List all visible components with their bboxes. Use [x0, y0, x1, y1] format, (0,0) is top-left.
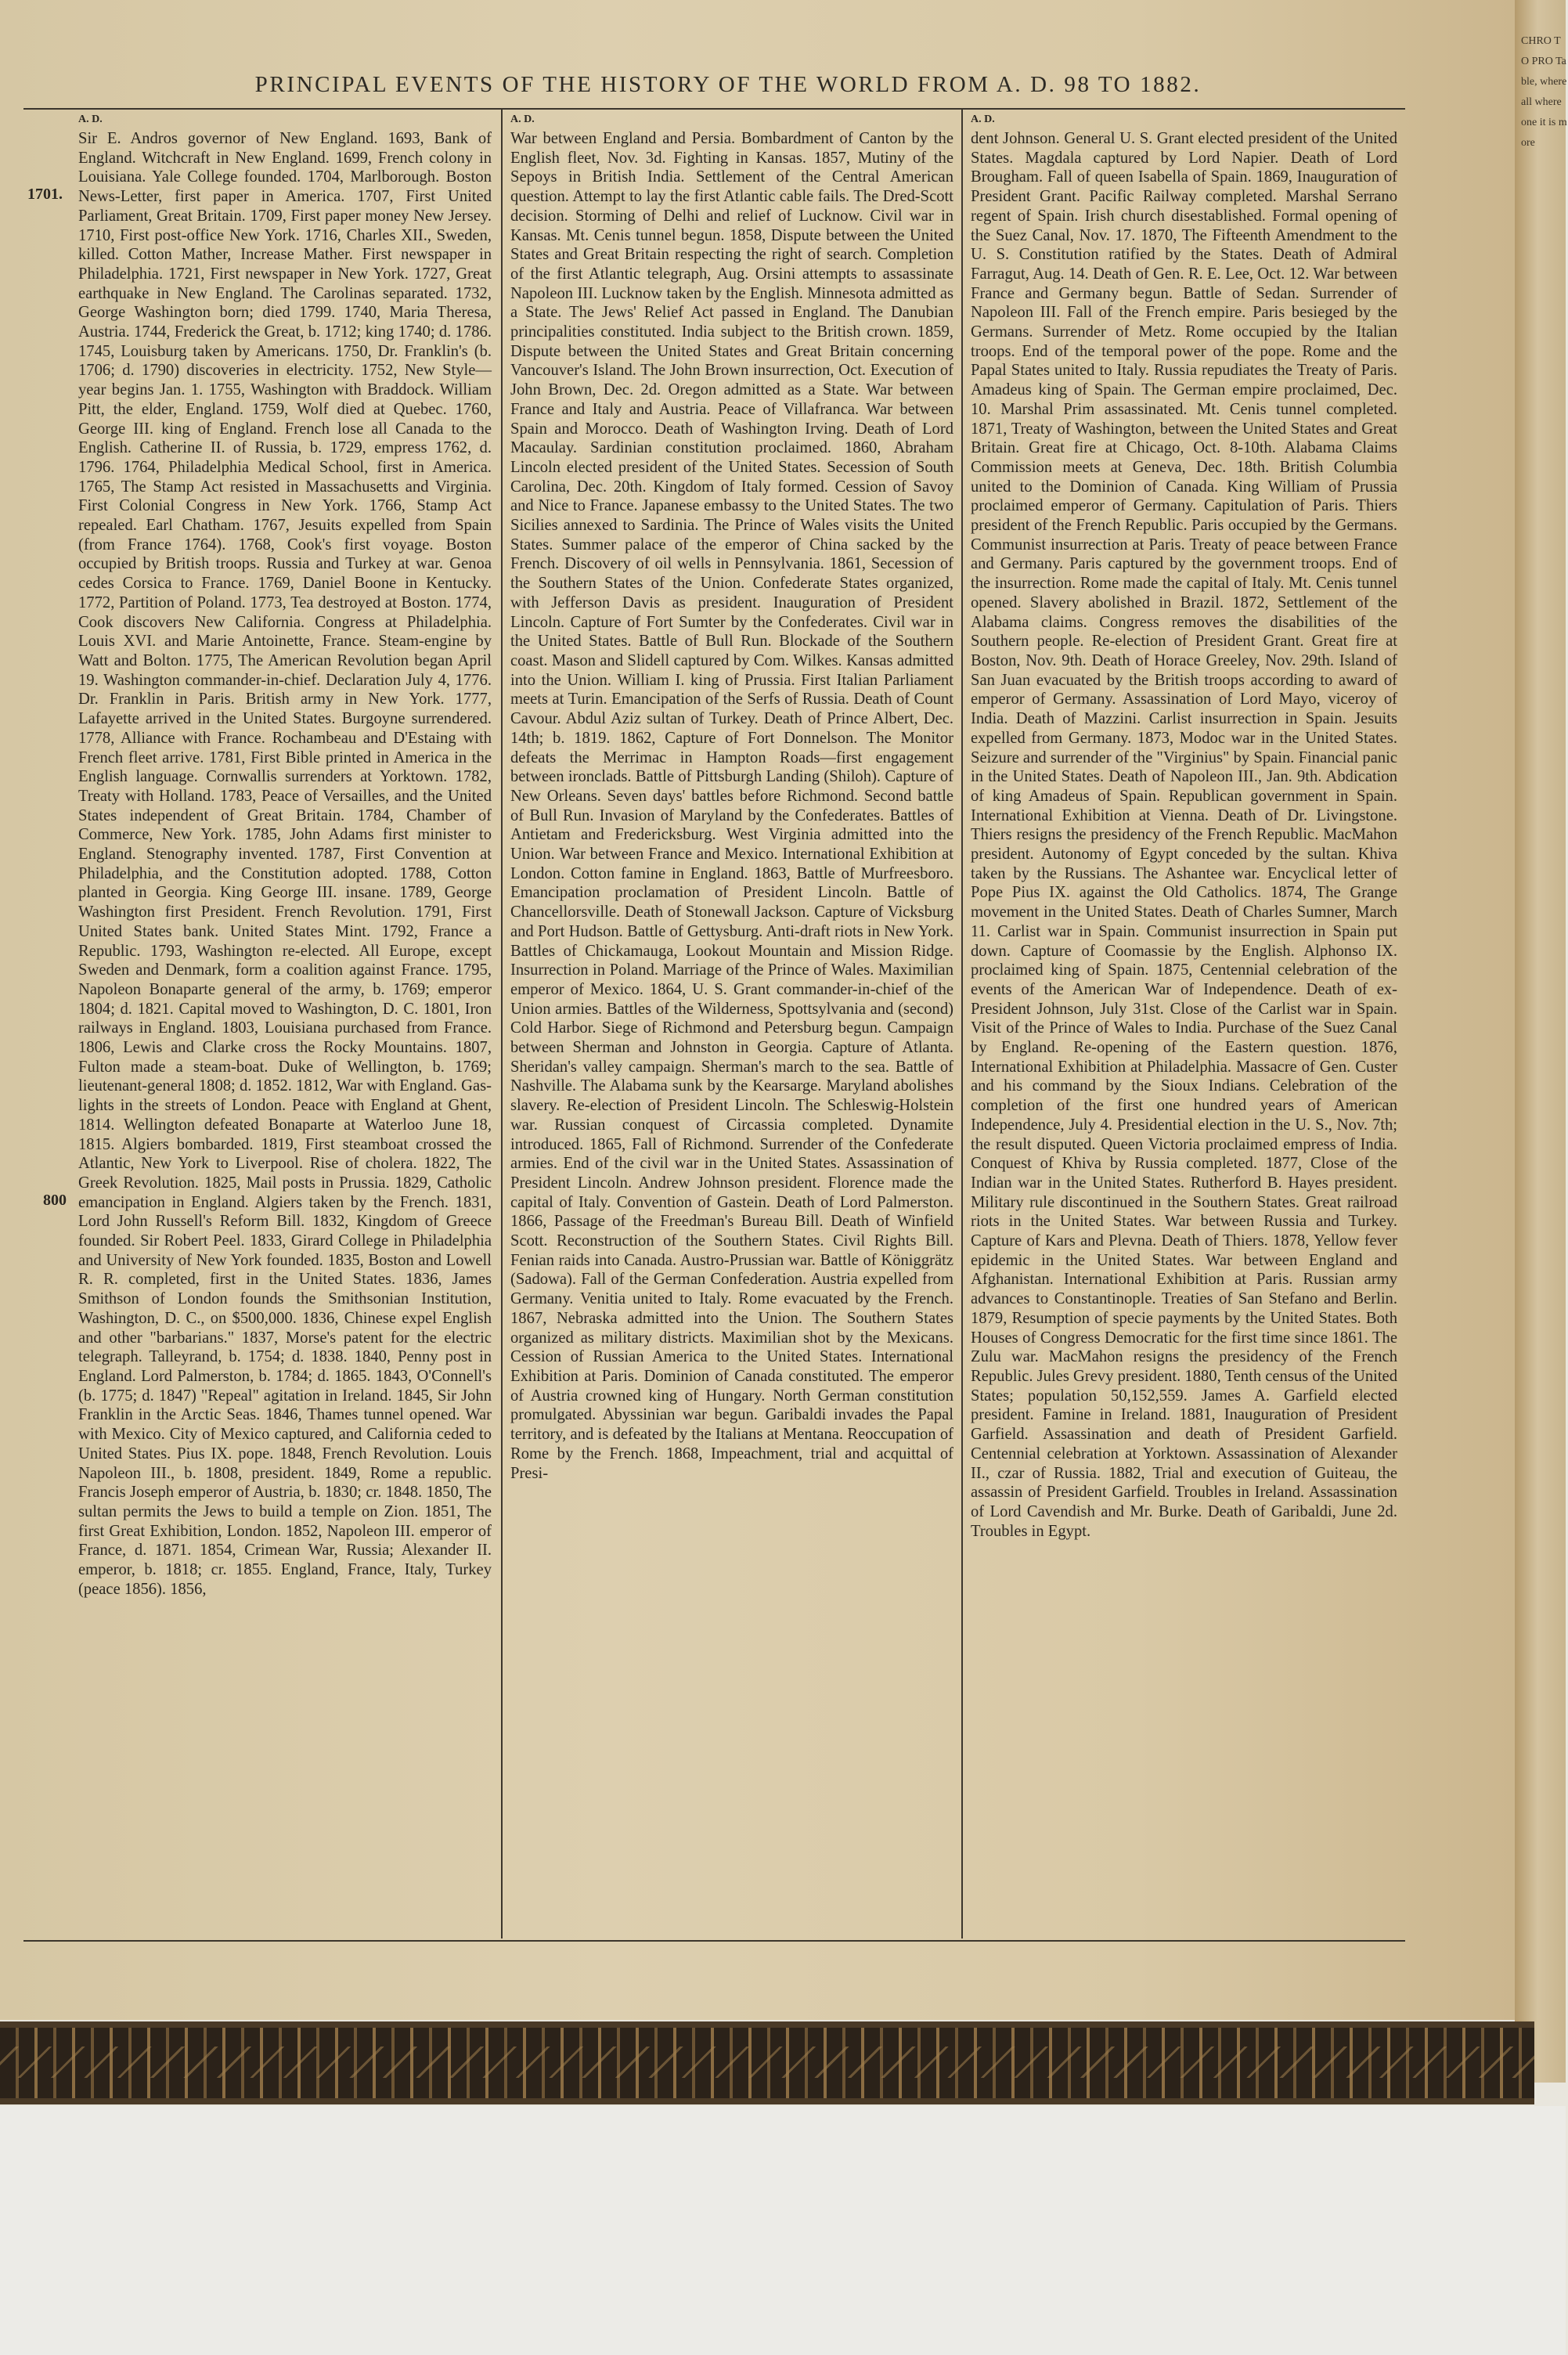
bottom-rule	[23, 1940, 1405, 1942]
text-column-3	[971, 114, 1402, 1938]
adjacent-page-text: CHRO TO PRO Table, where all where one it is more	[1521, 35, 1567, 149]
decorative-book-border	[0, 2021, 1534, 2104]
adjacent-page-edge	[1515, 0, 1566, 2083]
column-text: Sir E. Andros governor of New England. 1693, Bank of England. Witchcraft in New England. 1699, French colony in Louisiana. Yale College founded. 1704, Marlborough. Boston News-Letter, first paper in America. 1707, First United Parliament, Great Britain. 1709, First paper money New Jersey. 1710, First post-office New York. 1716, Charles XII., Sweden, killed. Cotton Mather, Increase Mather. First newspaper in Philadelphia. 1721, First newspaper in New York. 1727, Great earthquake in New England. The Carolinas separated. 1732, George Washington born; died 1799. 1740, Maria Theresa, Austria. 1744, Frederick the Great, b. 1712; king 1740; d. 1786. 1745, Louisburg taken by Americans. 1750, Dr. Franklin's (b. 1706; d. 1790) discoveries in electricity. 1752, New Style—year begins Jan. 1. 1755, Washington with Braddock. William Pitt, the elder, England. 1759, Wolf died at Quebec. 1760, George III. king of England. French lose all Canada to the English. Catherine II. of Russia, b. 1729, empress 1762, d. 1796. 1764, Philadelphia Medical School, first in America. 1765, The Stamp Act resisted in Massachusetts and Virginia. First Colonial Congress in New York. 1766, Stamp Act repealed. Earl Chatham. 1767, Jesuits expelled from Spain (from France 1764). 1768, Cook's first voyage. Boston occupied by British troops. Russia and Turkey at war. Genoa cedes Corsica to France. 1769, Daniel Boone in Kentucky. 1772, Partition of Poland. 1773, Tea destroyed at Boston. 1774, Cook discovers New California. Congress at Philadelphia. Louis XVI. and Marie Antoinette, France. Steam-engine by Watt and Bolton. 1775, The American Revolution began April 19. Washington commander-in-chief. Declaration July 4, 1776. Dr. Franklin in Paris. British army in New York. 1777, Lafayette arrived in the United States. Burgoyne surrendered. 1778, Alliance with France. Rochambeau and D'Estaing with French fleet arrive. 1781, First Bible printed in America in the English language. Cornwallis surrenders at Yorktown. 1782, Treaty with Holland. 1783, Peace of Versailles, and the United States independent of Great Britain. 1784, Chamber of Commerce, New York. 1785, John Adams first minister to England. Stenography invented. 1787, First Convention at Philadelphia, and the Constitution adopted. 1788, Cotton planted in Georgia. King George III. insane. 1789, George Washington first President. French Revolution. 1791, First United States bank. United States Mint. 1792, France a Republic. 1793, Washington re-elected. All Europe, except Sweden and Denmark, form a coalition against France. 1795, Napoleon Bonaparte general of the army, b. 1769; emperor 1804; d. 1821. Capital moved to Washington, D. C. 1801, Iron railways in England. 1803, Louisiana purchased from France. 1806, Lewis and Clarke cross the Rocky Mountains. 1807, Fulton made a steam-boat. Duke of Wellington, b. 1769; lieutenant-general 1808; d. 1852. 1812, War with England. Gas-lights in the streets of London. Peace with England at Ghent, 1814. Wellington defeated Bonaparte at Waterloo June 18, 1815. Algiers bombarded. 1819, First steamboat crossed the Atlantic, New York to Liverpool. Rise of cholera. 1822, The Greek Revolution. 1825, Mail posts in Prussia. 1829, Catholic emancipation in England. Algiers taken by the French. 1831, Lord John Russell's Reform Bill. 1832, Kingdom of Greece founded. Sir Robert Peel. 1833, Girard College in Philadelphia and University of New York founded. 1835, Boston and Lowell R. R. completed, first in the United States. 1836, James Smithson of London founds the Smithsonian Institution, Washington, D. C., on $500,000. 1836, Chinese expel English and other "barbarians." 1837, Morse's patent for the electric telegraph. Talleyrand, b. 1754; d. 1838. 1840, Penny post in England. Lord Palmerston, b. 1784; d. 1865. 1843, O'Connell's (b. 1775; d. 1847) "Repeal" agitation in Ireland. 1845, Sir John Franklin in the Arctic Seas. 1846, Thames tunnel opened. War with Mexico. City of Mexico captured, and California ceded to United States. Pius IX. pope. 1848, French Revolution. Louis Napoleon III., b. 1808, president. 1849, Rome a republic. Francis Joseph emperor of Austria, b. 1830; cr. 1848. 1850, The sultan permits the Jews to build a temple on Zion. 1851, The first Great Exhibition, London. 1852, Napoleon III. emperor of France, d. 1871. 1854, Crimean War, Russia; Alexander II. emperor, b. 1818; cr. 1855. England, France, Italy, Turkey (peace 1856). 1856,	[78, 130, 496, 1598]
text-column-2	[510, 114, 958, 1938]
table-surface	[0, 2106, 1566, 2355]
column-divider-1	[501, 110, 503, 1938]
page-title: PRINCIPAL EVENTS OF THE HISTORY OF THE WORLD FROM A. D. 98 TO 1882.	[254, 72, 1202, 97]
column-text: dent Johnson. General U. S. Grant elected president of the United States. Magdala captured by Lord Napier. Death of Lord Brougham. Fall of queen Isabella of Spain. 1869, Inauguration of President Grant. Pacific Railway completed. Marshal Serrano regent of Spain. Irish church disestablished. Formal opening of the Suez Canal, Nov. 17. 1870, The Fifteenth Amendment to the U. S. Constitution ratified by the States. Death of Admiral Farragut, Aug. 14. Death of Gen. R. E. Lee, Oct. 12. War between France and Germany begun. Battle of Sedan. Surrender of Napoleon III. Fall of the French empire. Paris besieged by the Germans. Surrender of Metz. Rome occupied by the Italian troops. End of the temporal power of the pope. Rome and the Papal States united to Italy. Russia repudiates the Treaty of Paris. Amadeus king of Spain. The German empire proclaimed, Dec. 10. Marshal Prim assassinated. Mt. Cenis tunnel completed. 1871, Treaty of Washington, between the United States and Great Britain. Great fire at Chicago, Oct. 8-10th. Alabama Claims Commission meets at Geneva, Dec. 18th. British Columbia united to the Dominion of Canada. King William of Prussia proclaimed emperor of Germany. Capitulation of Paris. Thiers president of the French Republic. Paris occupied by the Germans. Communist insurrection at Paris. Treaty of peace between France and Germany. Paris captured by the government troops. End of the insurrection. Rome made the capital of Italy. Mt. Cenis tunnel opened. Slavery abolished in Brazil. 1872, Settlement of the Alabama claims. Congress removes the disabilities of the Southern people. Re-election of President Grant. Great fire at Boston, Nov. 9th. Death of Horace Greeley, Nov. 29th. Island of San Juan evacuated by the British troops according to award of emperor of Germany. Assassination of Lord Mayo, viceroy of India. Death of Mazzini. Carlist insurrection in Spain. Jesuits expelled from Germany. 1873, Modoc war in the United States. Seizure and surrender of the "Virginius" by Spain. Financial panic in the United States. Death of Napoleon III., Jan. 9th. Abdication of king Amadeus of Spain. Republican government in Spain. International Exhibition at Vienna. Death of Dr. Livingstone. Thiers resigns the presidency of the French Republic. MacMahon president. Autonomy of Egypt conceded by the sultan. Khiva taken by the Russians. The Ashantee war. Encyclical letter of Pope Pius IX. against the Old Catholics. 1874, The Grange movement in the United States. Death of Charles Sumner, March 11. Carlist war in Spain. Communist insurrection in Spain put down. Capture of Coomassie by the English. Alphonso IX. proclaimed king of Spain. 1875, Centennial celebration of the events of the American War of Independence. Death of ex-President Johnson, July 31st. Close of the Carlist war in Spain. Visit of the Prince of Wales to India. Purchase of the Suez Canal by England. Re-opening of the Eastern question. 1876, International Exhibition at Philadelphia. Massacre of Gen. Custer and his command by the Sioux Indians. Celebration of the completion of the first one hundred years of American Independence, July 4. Presidential election in the U. S., Nov. 7th; the result disputed. Queen Victoria proclaimed empress of India. Conquest of Khiva by Russia completed. 1877, Close of the Indian war in the United States. Rutherford B. Hayes president. Military rule discontinued in the Southern States. Great railroad riots in the United States. War between Russia and Turkey. Capture of Kars and Plevna. Death of Thiers. 1878, Yellow fever epidemic in the United States. War between England and Afghanistan. International Exhibition at Paris. Russian army advances to Constantinople. Treaties of San Stefano and Berlin. 1879, Resumption of specie payments by the United States. Both Houses of Congress Democratic for the first time since 1861. The Zulu war. MacMahon resigns the presidency of the French Republic. Jules Grevy president. 1880, Tenth census of the United States; population 50,152,559. James A. Garfield elected president. Famine in Ireland. 1881, Inauguration of President Garfield. Assassination and death of President Garfield. Centennial celebration at Yorktown. Assassination of Alexander II., czar of Russia. 1882, Trial and execution of Guiteau, the assassin of President Garfield. Troubles in Ireland. Assassination of Lord Cavendish and Mr. Burke. Death of Garibaldi, June 2d. Troubles in Egypt.	[971, 130, 1402, 1540]
margin-year-1800: 800	[43, 1192, 67, 1209]
margin-year-1701: 1701.	[27, 186, 63, 203]
column-text: War between England and Persia. Bombardment of Canton by the English fleet, Nov. 3d. Fighting in Kansas. 1857, Mutiny of the Sepoys in British India. Settlement of the Central American question. Attempt to lay the first Atlantic cable fails. The Dred-Scott decision. Storming of Delhi and relief of Lucknow. Civil war in Kansas. Mt. Cenis tunnel begun. 1858, Dispute between the United States and Great Britain respecting the right of search. Completion of the first Atlantic telegraph, Aug. Orsini attempts to assassinate Napoleon III. Lucknow taken by the English. Minnesota admitted as a State. The Jews' Relief Act passed in England. The Danubian principalities constituted. India subject to the British crown. 1859, Dispute between the United States and Great Britain concerning Vancouver's Island. The John Brown insurrection, Oct. Execution of John Brown, Dec. 2d. Oregon admitted as a State. War between France and Italy and Austria. Peace of Villafranca. War between Spain and Morocco. Death of Washington Irving. Death of Lord Macaulay. Sardinian constitution proclaimed. 1860, Abraham Lincoln elected president of the United States. Secession of South Carolina, Dec. 20th. Kingdom of Italy formed. Cession of Savoy and Nice to France. Japanese embassy to the United States. The two Sicilies annexed to Sardinia. The Prince of Wales visits the United States. Summer palace of the emperor of China sacked by the French. Discovery of oil wells in Pennsylvania. 1861, Secession of the Southern States of the Union. Confederate States organized, with Jefferson Davis as president. Inauguration of President Lincoln. Capture of Fort Sumter by the Confederates. Civil war in the United States. Battle of Bull Run. Blockade of the Southern coast. Mason and Slidell captured by Com. Wilkes. Kansas admitted into the Union. William I. king of Prussia. First Italian Parliament meets at Turin. Emancipation of the Serfs of Russia. Death of Count Cavour. Abdul Aziz sultan of Turkey. Death of Prince Albert, Dec. 14th; b. 1819. 1862, Capture of Fort Donnelson. The Monitor defeats the Merrimac in Hampton Roads—first engagement between ironclads. Battle of Pittsburgh Landing (Shiloh). Capture of New Orleans. Seven days' battles before Richmond. Second battle of Bull Run. Invasion of Maryland by the Confederates. Battles of Antietam and Fredericksburg. West Virginia admitted into the Union. War between France and Mexico. International Exhibition at London. Cotton famine in England. 1863, Battle of Murfreesboro. Emancipation proclamation of President Lincoln. Battle of Chancellorsville. Death of Stonewall Jackson. Capture of Vicksburg and Port Hudson. Battle of Gettysburg. Anti-draft riots in New York. Battles of Chickamauga, Lookout Mountain and Mission Ridge. Insurrection in Poland. Marriage of the Prince of Wales. Maximilian emperor of Mexico. 1864, U. S. Grant commander-in-chief of the Union armies. Battles of the Wilderness, Spottsylvania and (second) Cold Harbor. Siege of Richmond and Petersburg begun. Campaign between Sherman and Johnston in Georgia. Capture of Atlanta. Sheridan's valley campaign. Sherman's march to the sea. Battle of Nashville. The Alabama sunk by the Kearsarge. Maryland abolishes slavery. Re-election of President Lincoln. The Schleswig-Holstein war. Russian conquest of Circassia completed. Dynamite introduced. 1865, Fall of Richmond. Surrender of the Confederate armies. End of the civil war in the United States. Assassination of President Lincoln. Andrew Johnson president. Florence made the capital of Italy. Convention of Gastein. Death of Lord Palmerston. 1866, Passage of the Freedman's Bureau Bill. Death of Winfield Scott. Reconstruction of the Southern States. Civil Rights Bill. Fenian raids into Canada. Austro-Prussian war. Battle of Königgrätz (Sadowa). Fall of the German Confederation. Austria expelled from Germany. Venitia united to Italy. Rome evacuated by the French. 1867, Nebraska admitted into the Union. The Southern States organized as military districts. Maximilian shot by the Mexicans. Cession of Russian America to the United States. International Exhibition at Paris. Dominion of Canada constituted. The emperor of Austria crowned king of Hungary. North German constitution promulgated. Abyssinian war begun. Garibaldi invades the Papal territory, and is defeated by the Italians at Mentana. Reoccupation of Rome by the French. 1868, Impeachment, trial and acquittal of Presi-	[510, 130, 958, 1482]
column-label: A. D.	[78, 114, 103, 125]
column-divider-2	[961, 110, 963, 1938]
column-label: A. D.	[971, 114, 995, 125]
column-label: A. D.	[510, 114, 535, 125]
text-column-1	[78, 114, 496, 1938]
top-rule	[23, 108, 1405, 110]
